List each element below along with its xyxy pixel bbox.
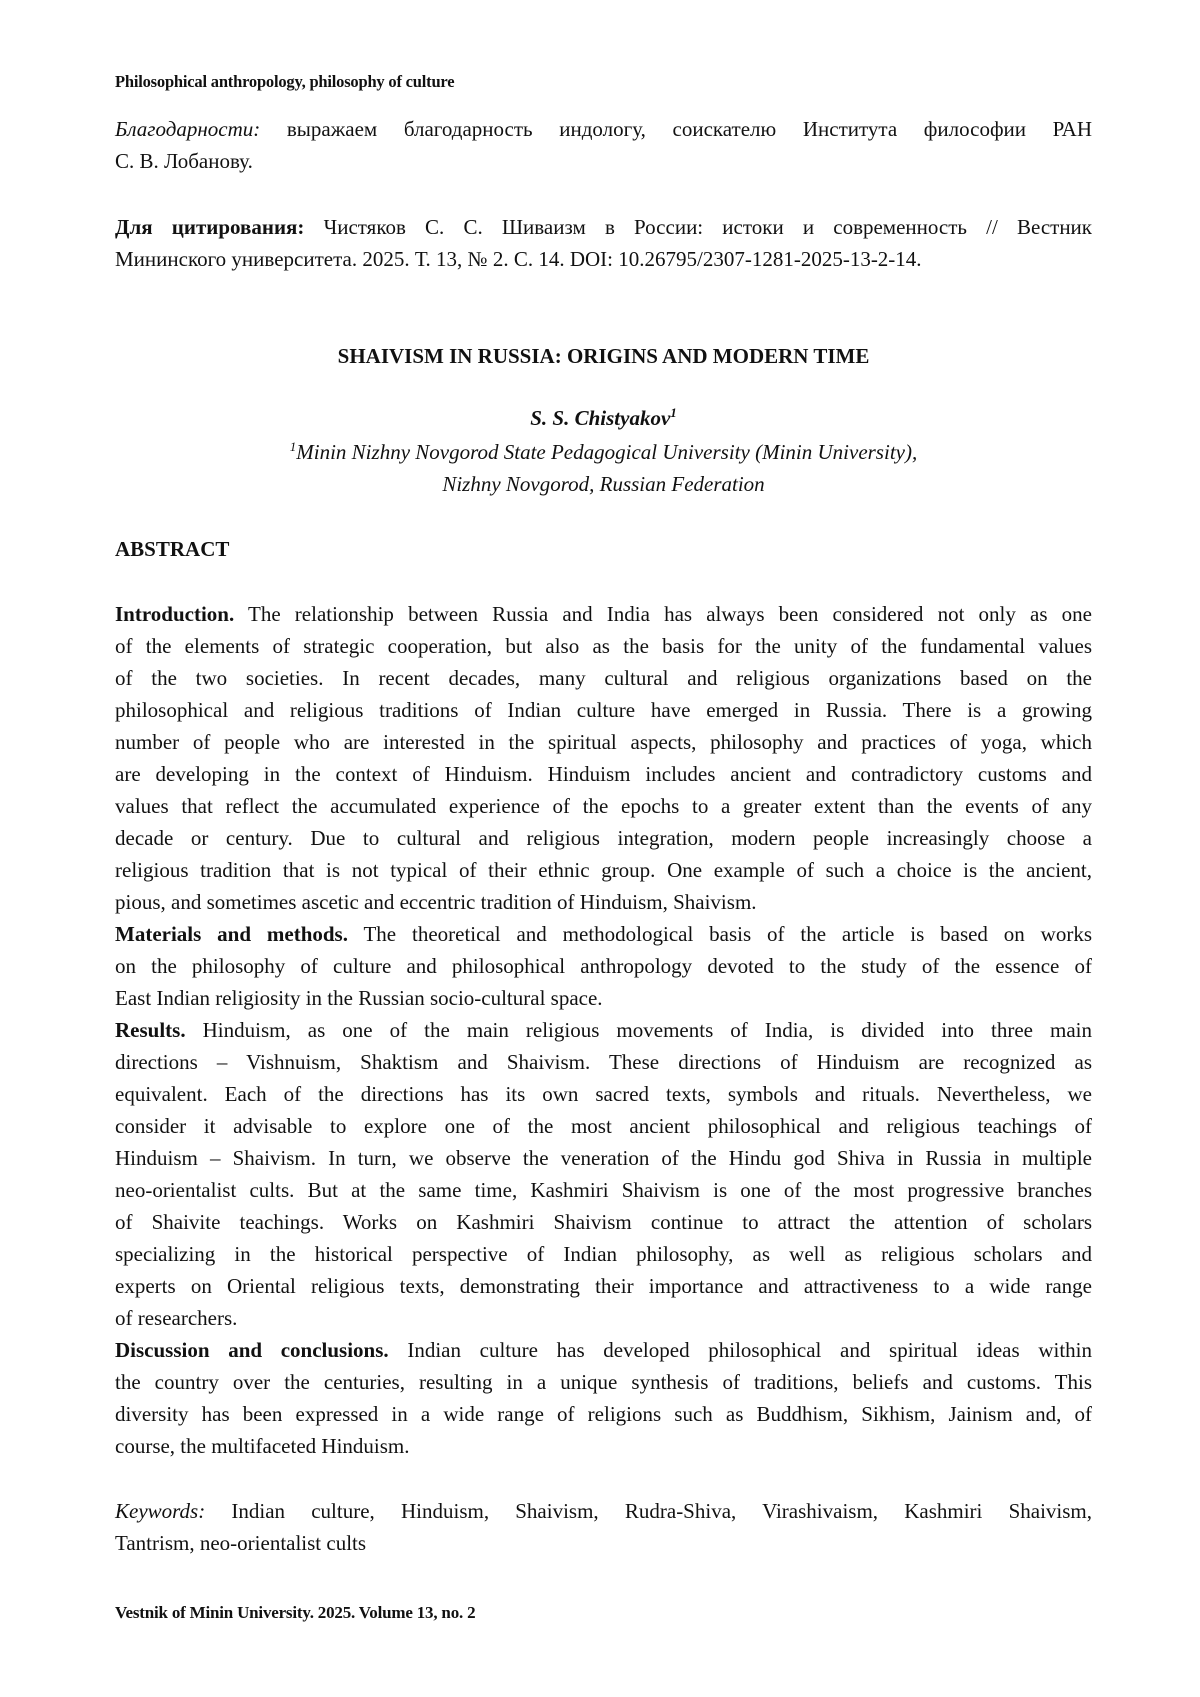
acknowledgements — [115, 113, 1092, 177]
line-text: Indian culture has developed philosophical and spiritual ideas within — [407, 1338, 1092, 1362]
abstract-paragraph — [115, 918, 1092, 1014]
line-text: are developing in the context of Hinduism. Hinduism includes ancient and contradictory customs and — [115, 762, 1092, 786]
citation-line: Мининского университета. 2025. Т. 13, № 2. С. 14. DOI: 10.26795/2307-1281-2025-13-2-14. — [115, 243, 1092, 275]
affiliation-sup: 1 — [290, 439, 297, 454]
paragraph-line — [115, 886, 1092, 918]
paragraph-line — [115, 1110, 1092, 1142]
paragraph-line — [115, 1430, 1092, 1462]
paragraph-line — [115, 822, 1092, 854]
paragraph-lead: Results. — [115, 1018, 186, 1042]
paragraph-line — [115, 854, 1092, 886]
citation-line: Чистяков С. С. Шиваизм в России: истоки и современность // Вестник — [324, 215, 1092, 239]
line-text: the country over the centuries, resulting in a unique synthesis of traditions, beliefs and customs. This — [115, 1370, 1092, 1394]
abstract-paragraph — [115, 598, 1092, 918]
paragraph-line — [115, 982, 1092, 1014]
author-name: S. S. Chistyakov — [530, 406, 670, 430]
line-text: The relationship between Russia and India has always been considered not only as one — [248, 602, 1092, 626]
paragraph-line — [115, 726, 1092, 758]
line-text: directions – Vishnuism, Shaktism and Shaivism. These directions of Hinduism are recognized as — [115, 1050, 1092, 1074]
article-title: SHAIVISM IN RUSSIA: ORIGINS AND MODERN TIME — [115, 340, 1092, 372]
line-text: number of people who are interested in the spiritual aspects, philosophy and practices of yoga, which — [115, 730, 1092, 754]
keywords-line: Indian culture, Hinduism, Shaivism, Rudra-Shiva, Virashivaism, Kashmiri Shaivism, — [231, 1499, 1092, 1523]
line-text: of the elements of strategic cooperation, but also as the basis for the unity of the fundamental values — [115, 634, 1092, 658]
line-text: diversity has been expressed in a wide range of religions such as Buddhism, Sikhism, Jainism and, of — [115, 1402, 1092, 1426]
paragraph-line — [115, 950, 1092, 982]
line-text: philosophical and religious traditions of Indian culture have emerged in Russia. There is a growing — [115, 698, 1092, 722]
paragraph-line — [115, 1142, 1092, 1174]
line-text: specializing in the historical perspective of Indian philosophy, as well as religious scholars and — [115, 1242, 1092, 1266]
keywords-line: Tantrism, neo-orientalist cults — [115, 1527, 1092, 1559]
line-text: Hinduism, as one of the main religious movements of India, is divided into three main — [203, 1018, 1092, 1042]
paragraph-line — [115, 1174, 1092, 1206]
abstract-body — [115, 598, 1092, 1462]
abstract-heading: ABSTRACT — [115, 533, 1092, 565]
line-text: consider it advisable to explore one of the most ancient philosophical and religious teachings of — [115, 1114, 1092, 1138]
paragraph-line — [115, 598, 1092, 630]
abstract-paragraph — [115, 1334, 1092, 1462]
keywords-label: Keywords: — [115, 1499, 205, 1523]
paragraph-lead: Materials and methods. — [115, 922, 348, 946]
line-text: on the philosophy of culture and philosophical anthropology devoted to the study of the essence of — [115, 954, 1092, 978]
paragraph-line — [115, 1398, 1092, 1430]
line-text: of researchers. — [115, 1306, 237, 1330]
line-text: The theoretical and methodological basis of the article is based on works — [363, 922, 1092, 946]
affiliation-line — [115, 436, 1092, 468]
keywords — [115, 1495, 1092, 1559]
acknowledgements-line: выражаем благодарность индологу, соискателю Института философии РАН — [287, 117, 1092, 141]
paragraph-line — [115, 790, 1092, 822]
line-text: pious, and sometimes ascetic and eccentric tradition of Hinduism, Shaivism. — [115, 890, 757, 914]
line-text: of Shaivite teachings. Works on Kashmiri Shaivism continue to attract the attention of scholars — [115, 1210, 1092, 1234]
author — [115, 402, 1092, 434]
paragraph-line — [115, 662, 1092, 694]
line-text: course, the multifaceted Hinduism. — [115, 1434, 410, 1458]
paragraph-line — [115, 1206, 1092, 1238]
line-text: equivalent. Each of the directions has its own sacred texts, symbols and rituals. Nevertheless, we — [115, 1082, 1092, 1106]
paragraph-line — [115, 758, 1092, 790]
paragraph-line — [115, 1046, 1092, 1078]
citation-label: Для цитирования: — [115, 215, 304, 239]
paragraph-lead: Discussion and conclusions. — [115, 1338, 389, 1362]
line-text: Hinduism – Shaivism. In turn, we observe the veneration of the Hindu god Shiva in Russia in multiple — [115, 1146, 1092, 1170]
paragraph-line — [115, 1334, 1092, 1366]
paragraph-line — [115, 1366, 1092, 1398]
paragraph-line — [115, 630, 1092, 662]
affiliation-text: Nizhny Novgorod, Russian Federation — [442, 472, 764, 496]
paragraph-line — [115, 1078, 1092, 1110]
paragraph-line — [115, 918, 1092, 950]
line-text: experts on Oriental religious texts, demonstrating their importance and attractiveness to a wide range — [115, 1274, 1092, 1298]
line-text: East Indian religiosity in the Russian socio-cultural space. — [115, 986, 603, 1010]
line-text: neo-orientalist cults. But at the same time, Kashmiri Shaivism is one of the most progressive branches — [115, 1178, 1092, 1202]
paragraph-lead: Introduction. — [115, 602, 234, 626]
affiliation-line — [115, 468, 1092, 500]
paragraph-line — [115, 1302, 1092, 1334]
running-footer: Vestnik of Minin University. 2025. Volume 13, no. 2 — [115, 1603, 1092, 1623]
line-text: religious tradition that is not typical of their ethnic group. One example of such a choice is the ancient, — [115, 858, 1092, 882]
affiliation-text: Minin Nizhny Novgorod State Pedagogical University (Minin University), — [296, 440, 917, 464]
line-text: decade or century. Due to cultural and religious integration, modern people increasingly choose a — [115, 826, 1092, 850]
line-text: of the two societies. In recent decades, many cultural and religious organizations based on the — [115, 666, 1092, 690]
running-header: Philosophical anthropology, philosophy of culture — [115, 72, 1092, 92]
paragraph-line — [115, 694, 1092, 726]
line-text: values that reflect the accumulated experience of the epochs to a greater extent than the events of any — [115, 794, 1092, 818]
paragraph-line — [115, 1270, 1092, 1302]
acknowledgements-line: С. В. Лобанову. — [115, 145, 1092, 177]
paragraph-line — [115, 1014, 1092, 1046]
abstract-paragraph — [115, 1014, 1092, 1334]
citation — [115, 211, 1092, 275]
paragraph-line — [115, 1238, 1092, 1270]
author-sup: 1 — [670, 405, 677, 420]
acknowledgements-label: Благодарности: — [115, 117, 260, 141]
